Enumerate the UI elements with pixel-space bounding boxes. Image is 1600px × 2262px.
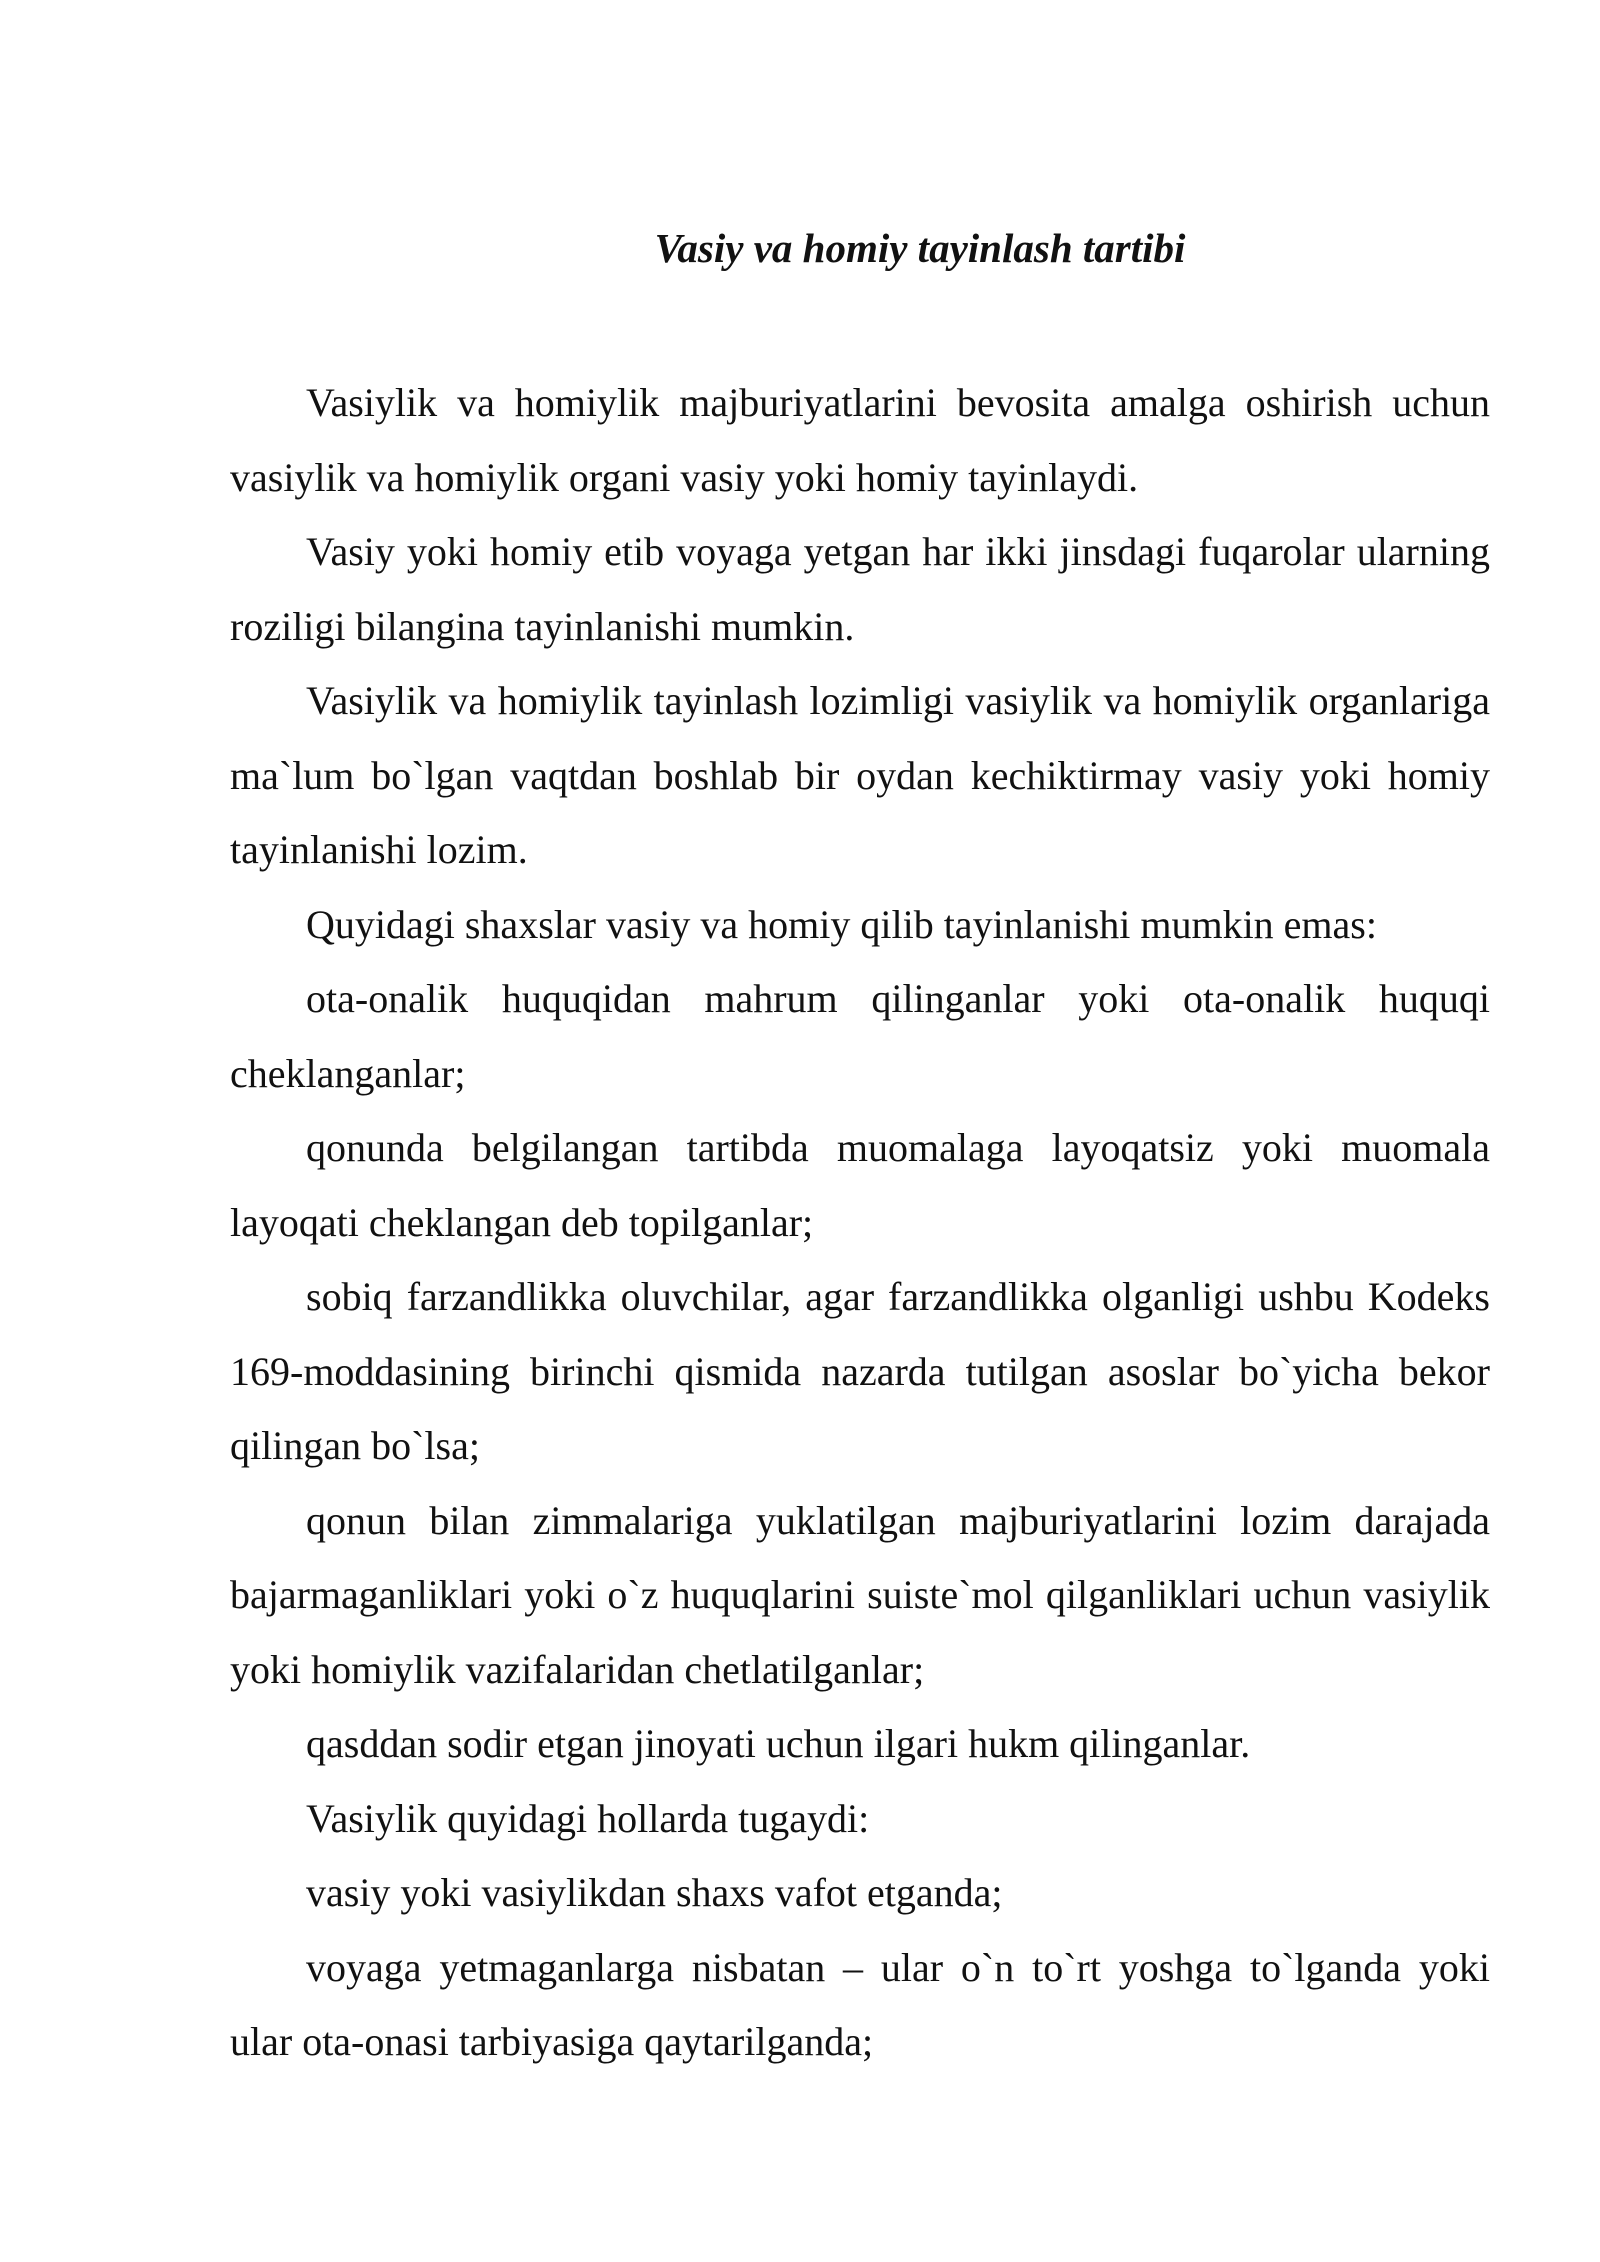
list-item-2: qonunda belgilangan tartibda muomalaga layoqatsiz yoki muomala layoqati cheklangan deb topilganlar; <box>230 1125 1490 1245</box>
document-body <box>230 220 1490 2080</box>
paragraph-4: Quyidagi shaxslar vasiy va homiy qilib tayinlanishi mumkin emas: <box>306 901 1377 947</box>
document-title: Vasiy va homiy tayinlash tartibi <box>654 225 1186 271</box>
paragraph-3: Vasiylik va homiylik tayinlash lozimligi vasiylik va homiylik organlariga ma`lum bo`lgan vaqtdan boshlab bir oydan kechiktirmay vasiy yoki homiy tayinlanishi lozim. <box>230 678 1490 872</box>
list-item-1: ota-onalik huquqidan mahrum qilinganlar yoki ota-onalik huquqi cheklanganlar; <box>230 976 1490 1096</box>
paragraph-1: Vasiylik va homiylik majburiyatlarini bevosita amalga oshirish uchun vasiylik va homiylik organi vasiy yoki homiy tayinlaydi. <box>230 380 1490 500</box>
list-item-6: vasiy yoki vasiylikdan shaxs vafot etganda; <box>306 1870 1003 1915</box>
paragraph-5: Vasiylik quyidagi hollarda tugaydi: <box>306 1795 870 1841</box>
list-item-4: qonun bilan zimmalariga yuklatilgan majburiyatlarini lozim darajada bajarmaganliklari yoki o`z huquqlarini suiste`mol qilganliklari uchun vasiylik yoki homiylik vazifalaridan chetlatilganlar; <box>230 1497 1490 1692</box>
list-item-5: qasddan sodir etgan jinoyati uchun ilgari hukm qilinganlar. <box>306 1721 1251 1766</box>
list-item-7: voyaga yetmaganlarga nisbatan – ular o`n to`rt yoshga to`lganda yoki ular ota-onasi tarbiyasiga qaytarilganda; <box>230 1944 1490 2064</box>
list-item-3: sobiq farzandlikka oluvchilar, agar farzandlikka olganligi ushbu Kodeks 169-moddasining birinchi qismida nazarda tutilgan asoslar bo`yicha bekor qilingan bo`lsa; <box>230 1274 1490 1468</box>
paragraph-2: Vasiy yoki homiy etib voyaga yetgan har ikki jinsdagi fuqarolar ularning roziligi bilangina tayinlanishi mumkin. <box>230 529 1490 649</box>
